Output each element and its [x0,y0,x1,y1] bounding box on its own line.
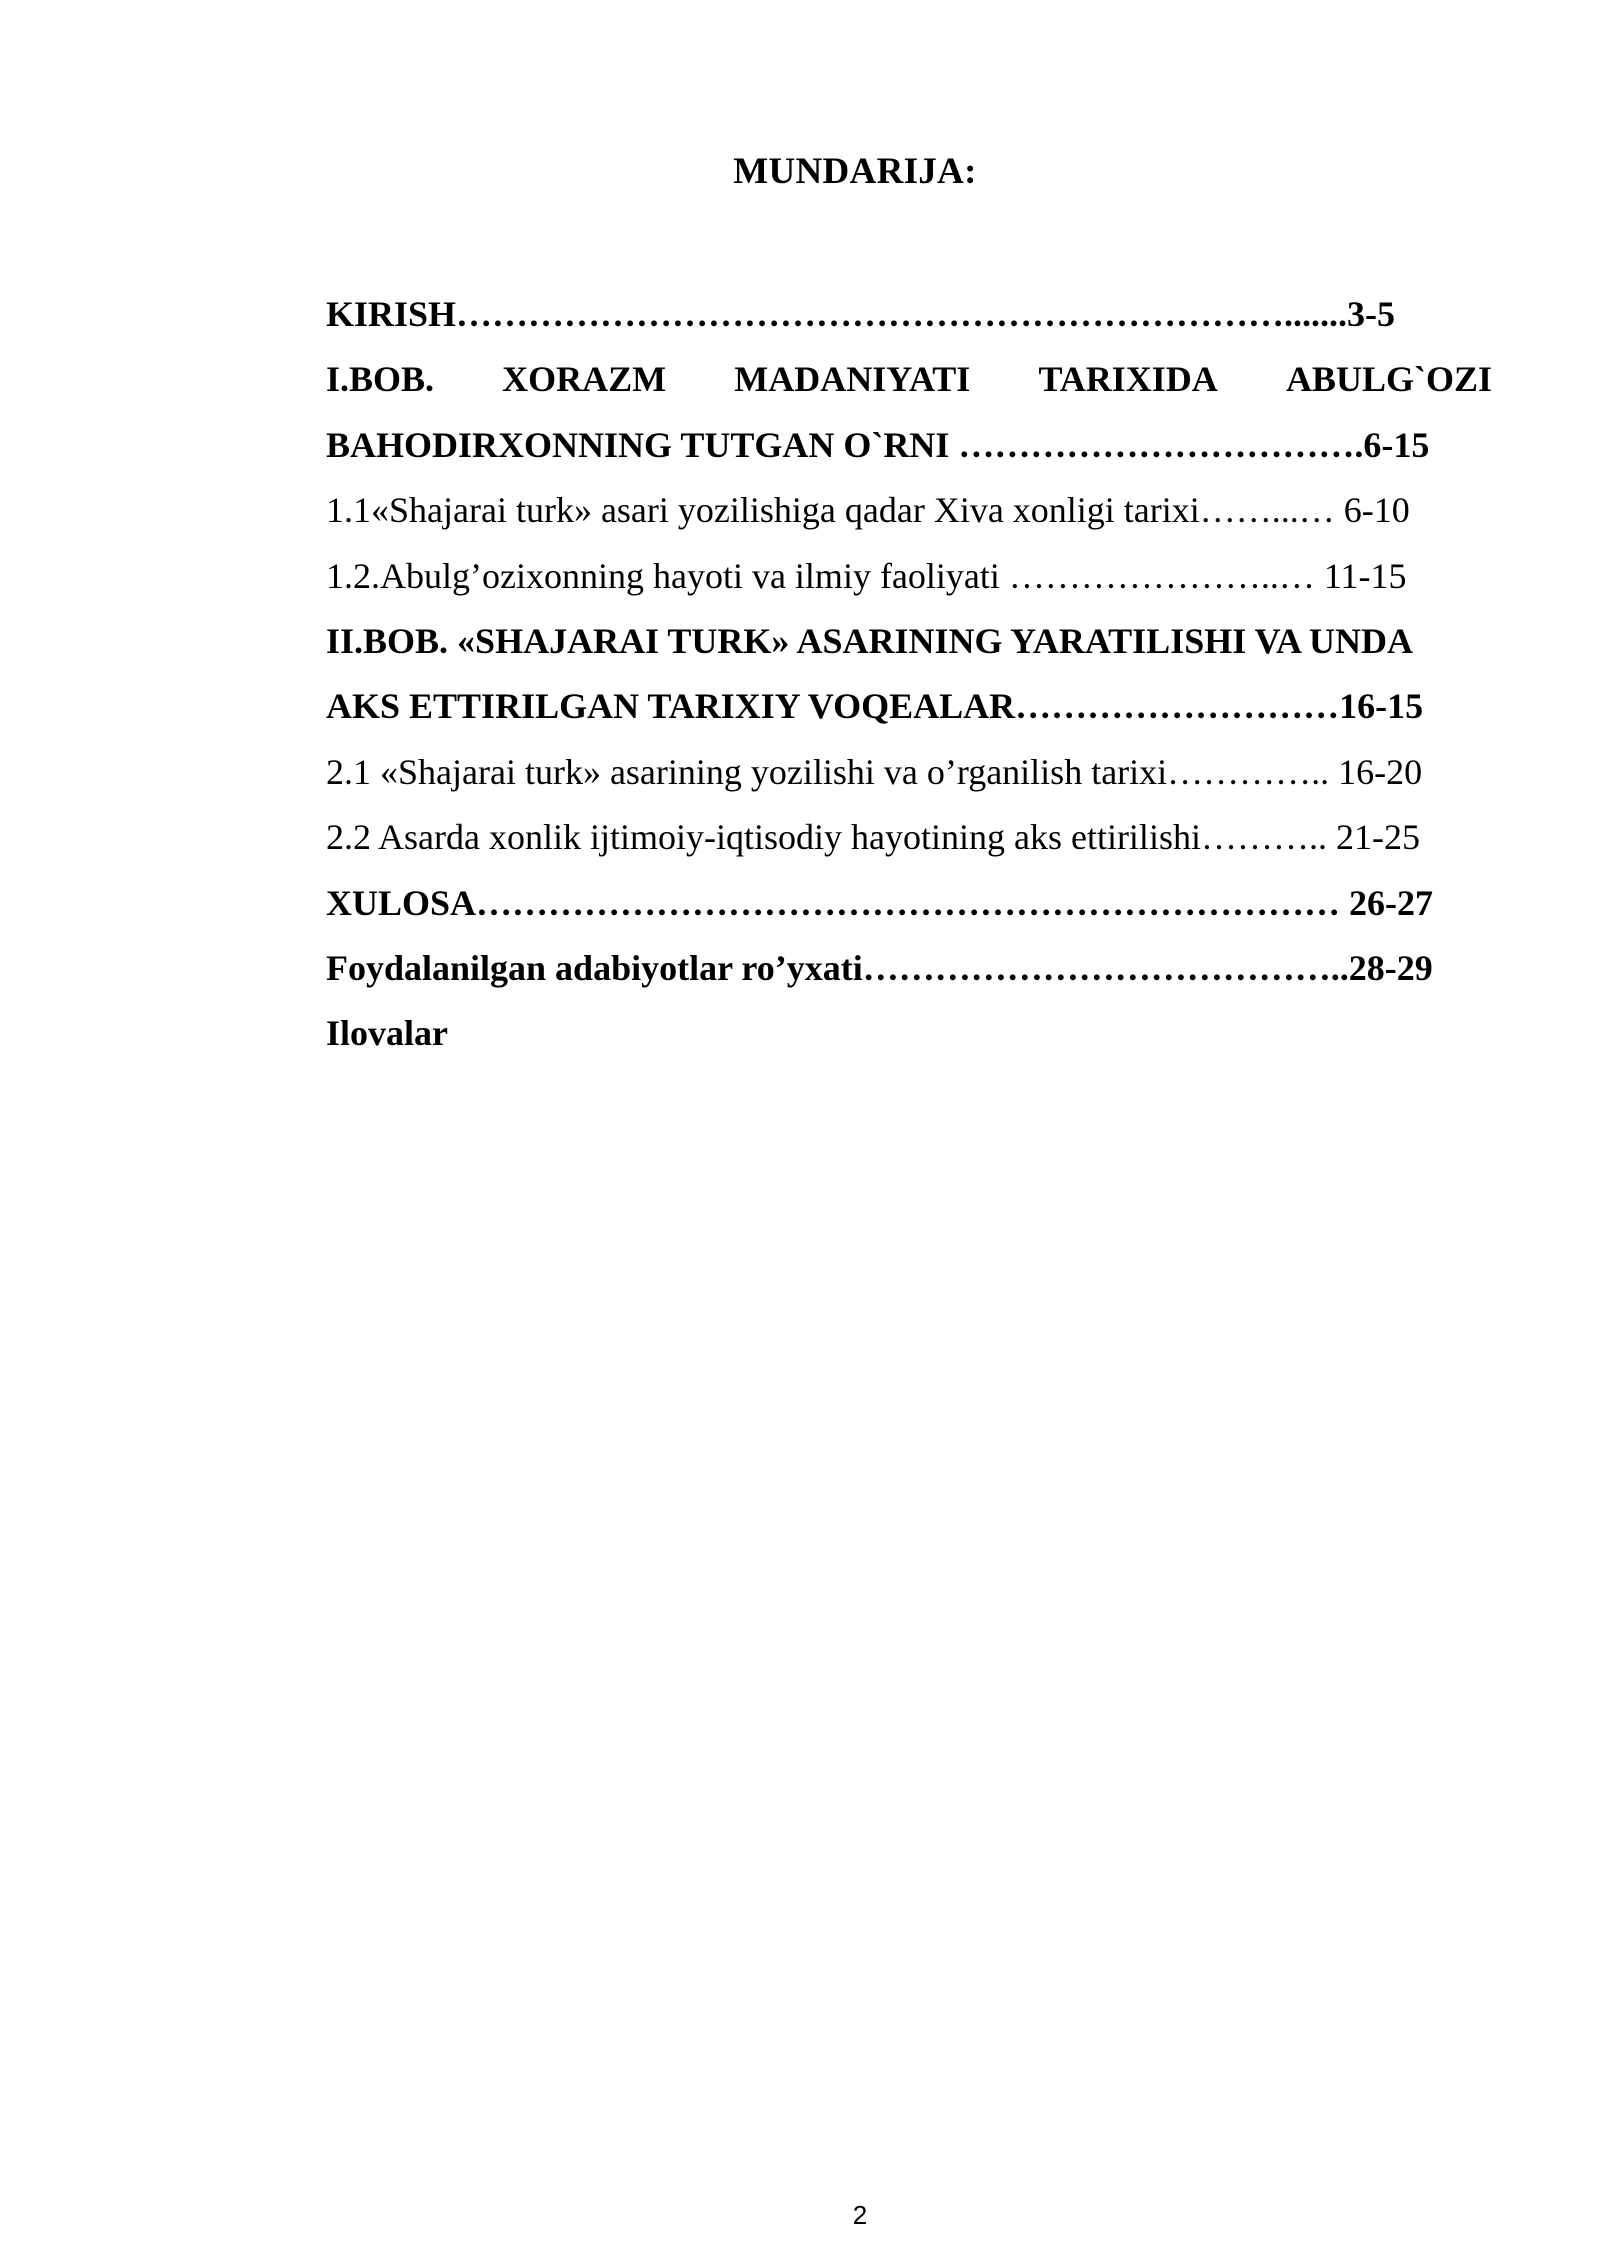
toc-entry-chapter-2-line-1: II.BOB. «SHAJARAI TURK» ASARINING YARATILISHI VA UNDA [326,620,1413,661]
toc-word: I.BOB. [326,359,435,400]
toc-entry-kirish: KIRISH…………………………………………………………….......3-5 [326,294,1396,334]
toc-word: TARIXIDA [1038,359,1218,400]
toc-entry-section-1-1: 1.1«Shajarai turk» asari yozilishiga qadar Xiva xonligi tarixi……...… 6-10 [326,490,1410,531]
toc-entry-chapter-1-line-2: BAHODIRXONNING TUTGAN O`RNI …………………………….6-15 [326,424,1430,465]
toc-word: ABULG`OZI [1285,359,1492,400]
toc-entry-appendices: Ilovalar [326,1013,448,1054]
page-number: 2 [852,2200,868,2230]
toc-entry-section-2-1: 2.1 «Shajarai turk» asarining yozilishi va o’rganilish tarixi………….. 16-20 [326,751,1423,792]
toc-title: MUNDARIJA: [733,151,977,192]
toc-entry-xulosa: XULOSA……………………………………………………………… 26-27 [326,882,1434,923]
toc-word: XORAZM [502,359,667,400]
toc-word: MADANIYATI [734,359,971,400]
toc-entry-section-2-2: 2.2 Asarda xonlik ijtimoiy-iqtisodiy hayotining aks ettirilishi……….. 21-25 [326,817,1420,858]
toc-entry-section-1-2: 1.2.Abulg’ozixonning hayoti va ilmiy faoliyati …………………..… 11-15 [326,555,1407,596]
toc-entry-references: Foydalanilgan adabiyotlar ro’yxati…………………………………..28-29 [326,947,1433,988]
toc-entry-chapter-1-line-1 [326,347,1492,412]
toc-entry-chapter-2-line-2: AKS ETTIRILGAN TARIXIY VOQEALAR………………………16-15 [326,686,1424,727]
table-of-contents [326,282,1492,1067]
